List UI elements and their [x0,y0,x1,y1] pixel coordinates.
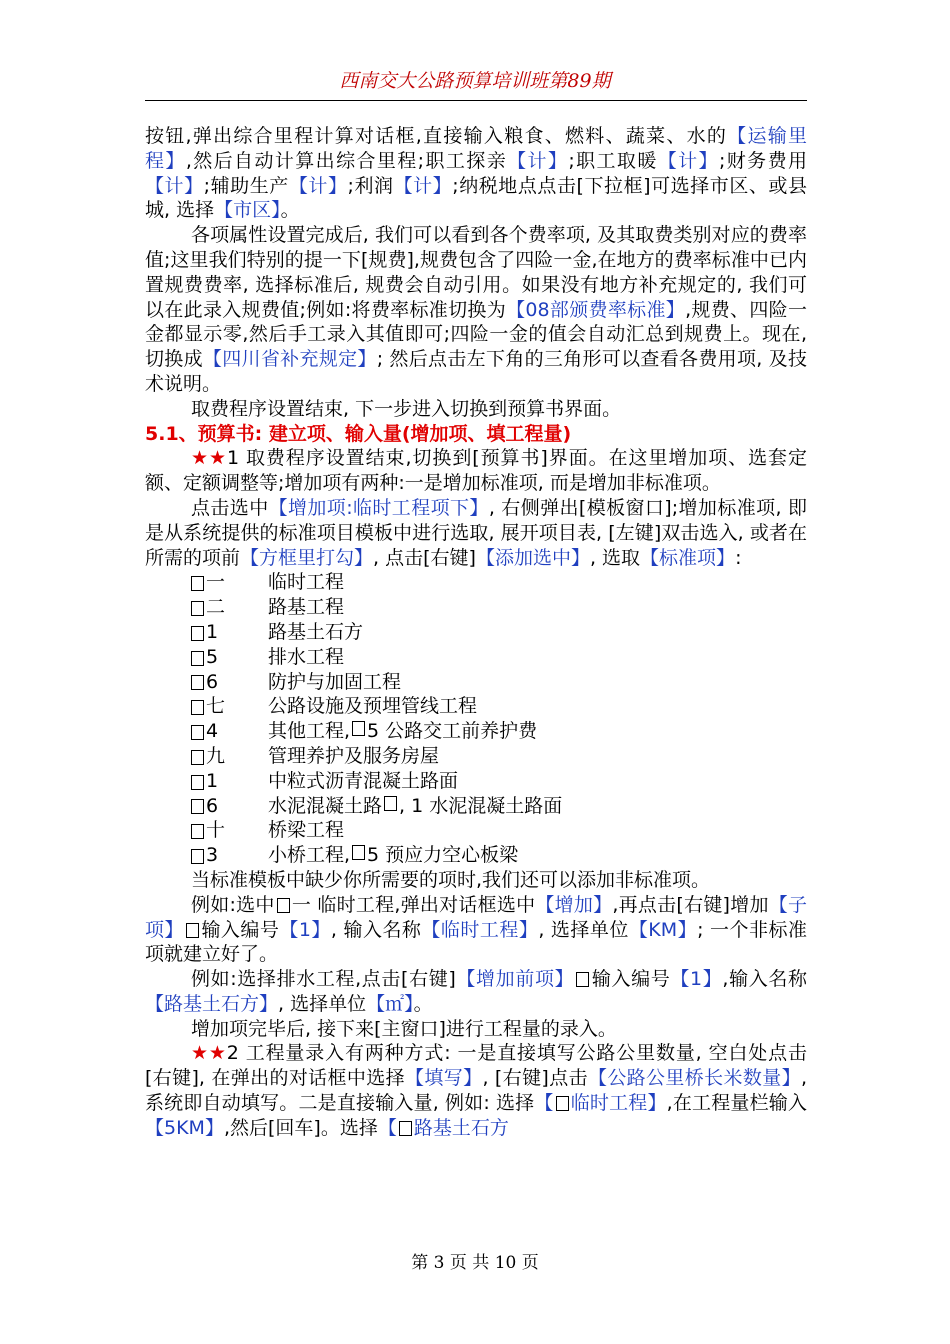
checkbox-icon [191,675,204,690]
text: ;职工取暖 [568,149,658,172]
highlight: 【填写】 [405,1067,483,1090]
highlight: 【1】 [670,968,723,991]
checkbox-icon [399,1121,412,1136]
paragraph-1 [145,124,807,223]
star-icon: ★★ [191,447,227,470]
highlight: 【KM】 [628,918,698,941]
highlight: 【增加】 [535,893,613,916]
page-footer: 第 3 页 共 10 页 [411,1253,539,1273]
checkbox-icon [191,824,204,839]
highlight: 【08部颁费率标准】 [506,298,686,321]
highlight: 临时工程】 [570,1092,667,1115]
text: , 右侧弹出[模板窗口];增加标准项, 即是从系统提供的标准项目模板中进行选取, 展开项目表, [左键]双击选入, 或者在所需的项前 [145,496,807,569]
list-item: 七 公路设施及预埋管线工程 [145,694,807,719]
text: 各项属性设置完成后, 我们可以看到各个费率项, 及其取费类别对应的费率值;这里我们特别的提一下[规费],规费包含了四险一金,在地方的费率标准中已内置规费费率, 选择标准后, 规费会自动引用。如果没有地方补充规定的, 我们可以在此录入规费值;例如:将费率标准切换为 [145,224,807,321]
text: ;纳税地点点击[下拉框]可选择市区、或县城, 选择 [145,174,807,222]
highlight: 【计】 [507,149,569,172]
checkbox-icon [191,651,204,666]
paragraph-9: 增加项完毕后, 接下来[主窗口]进行工程量的录入。 [191,1017,617,1040]
standard-item-list [145,570,807,868]
list-item: 3 小桥工程, 5 预应力空心板梁 [145,843,807,868]
page-header: 西南交大公路预算培训班第89期 [339,70,611,92]
checkbox-icon [191,775,204,790]
highlight: 【增加前项】 [455,968,575,991]
highlight: 【方框里打勾】 [240,546,374,569]
highlight: 【计】 [393,174,453,197]
highlight: 【计】 [145,174,204,197]
highlight: 【增加项:临时工程项下】 [268,496,489,519]
text: ,然后自动计算出综合里程;职工探亲 [185,149,508,172]
list-item: 十 桥梁工程 [145,818,807,843]
checkbox-icon [384,796,397,811]
list-item: 1 中粒式沥青混凝土路面 [145,769,807,794]
highlight: 【路基土石方】 [145,992,279,1015]
checkbox-icon [191,601,204,616]
paragraph-10: ★★2 工程量录入有两种方式: 一是直接填写公路公里数量, 空白处点击[右键], 在弹出的对话框中选择【填写】, [右键]点击【公路公里桥长米数量】,系统即自动填写。二是直接输入量, 例如: 选择【 临时工程】,在工程量栏输入【5KM】,然后[回车]。选择【 路基土石方 [145,1042,808,1139]
list-item: 1 路基土石方 [145,620,807,645]
list-item: 九 管理养护及服务房屋 [145,744,807,769]
highlight: 【㎡】 [366,992,414,1015]
text: 1 取费程序设置结束,切换到[预算书]界面。在这里增加项、选套定额、定额调整等;增加项有两种:一是增加标准项, 而是增加非标准项。 [145,447,807,495]
highlight: 【公路公里桥长米数量】 [587,1067,801,1090]
checkbox-icon [352,721,365,736]
highlight: 【市区】 [214,199,281,222]
text: 点击选中 [191,496,269,519]
text: , 选取 [589,546,641,569]
checkbox-icon [191,750,204,765]
paragraph-5 [145,496,807,570]
checkbox-icon [191,849,204,864]
paragraph-2 [145,223,807,397]
highlight: 【运输里程】 [145,125,807,172]
checkbox-icon [191,725,204,740]
checkbox-icon [277,898,290,913]
text: : [735,546,742,569]
list-item: 5 排水工程 [145,645,807,670]
highlight: 【标准项】 [640,546,736,569]
text: 按钮,弹出综合里程计算对话框,直接输入粮食、燃料、蔬菜、水的 [145,125,728,147]
checkbox-icon [191,576,204,591]
highlight: 【添加选中】 [475,546,590,569]
highlight: 【5KM】 [145,1116,224,1139]
paragraph-4 [145,446,807,496]
text: 。 [280,199,300,222]
checkbox-icon [576,972,589,987]
list-item: 一 临时工程 [145,570,807,595]
highlight: 【1】 [279,918,331,941]
text: ,规费、四险一金都显示零,然后手工录入其值即可;四险一金的值会自动汇总到规费上。现在, 切换成 [145,298,807,371]
section-heading: 5.1、预算书: 建立项、输入量(增加项、填工程量) [145,422,572,445]
star-icon: ★★ [191,1042,227,1065]
list-item: 4 其他工程, 5 公路交工前养护费 [145,719,807,744]
text: , 点击[右键] [373,546,476,569]
text: ;利润 [347,174,394,197]
highlight: 【子项】 [145,893,807,941]
list-item: 6 水泥混凝土路 , 1 水泥混凝土路面 [145,794,807,819]
highlight: 【四川省补充规定】 [202,348,377,371]
list-item: 二 路基工程 [145,595,807,620]
text: ;辅助生产 [203,174,289,197]
checkbox-icon [191,799,204,814]
text: ; 然后点击左下角的三角形可以查看各费用项, 及技术说明。 [145,348,807,395]
paragraph-3: 取费程序设置结束, 下一步进入切换到预算书界面。 [191,397,622,420]
header-rule [145,100,807,101]
document-body [145,124,807,1141]
text: ;财务费用 [718,149,807,172]
highlight: 【 [534,1092,554,1115]
highlight: 路基土石方 [413,1116,509,1139]
paragraph-7: 例如:选中 一 临时工程,弹出对话框选中【增加】,再点击[右键]增加【子项】 输入编号【1】, 输入名称【临时工程】, 选择单位【KM】; 一个非标准项就建立好了。 [145,893,807,966]
highlight: 【计】 [288,174,348,197]
checkbox-icon [191,700,204,715]
highlight: 【临时工程】 [421,918,539,941]
checkbox-icon [352,845,365,860]
checkbox-icon [191,626,204,641]
checkbox-icon [556,1096,569,1111]
list-item: 6 防护与加固工程 [145,670,807,695]
paragraph-6: 当标准模板中缺少你所需要的项时,我们还可以添加非标准项。 [191,868,711,891]
paragraph-8: 例如:选择排水工程,点击[右键]【增加前项】 输入编号【1】,输入名称【路基土石方】, 选择单位【㎡】。 [145,968,807,1015]
highlight: 【 [377,1116,397,1139]
checkbox-icon [186,923,199,938]
highlight: 【计】 [657,149,719,172]
